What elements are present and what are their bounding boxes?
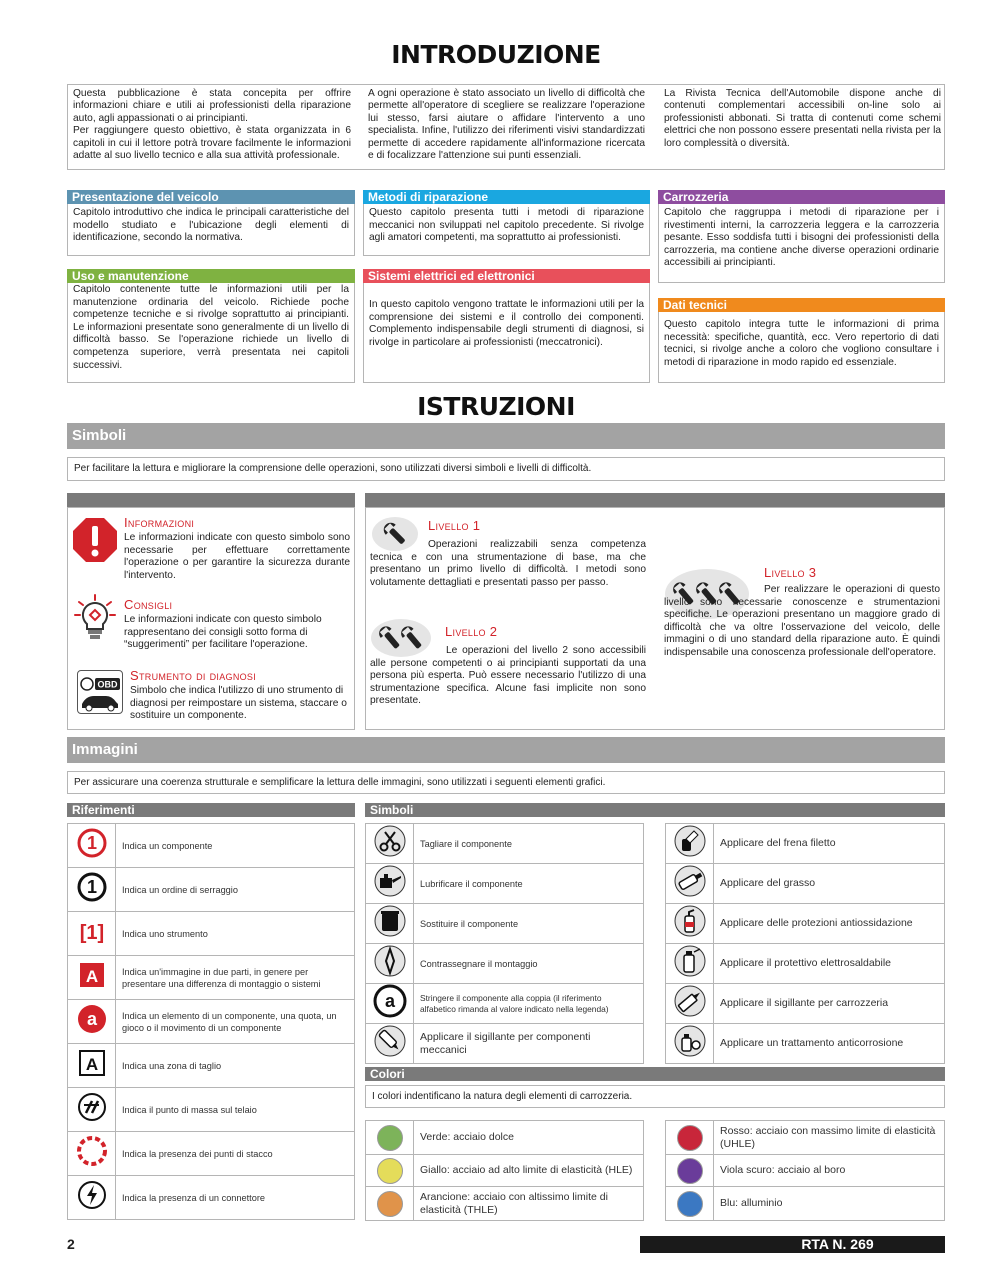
info-text: Le informazioni indicate con questo simbolo sono necessarie per effettuare correttamente l'operazione o per garantire la sicurezza durante l'intervento. [124,532,350,581]
simboli-table-right [665,823,945,1064]
symbol-icon-cell [366,1024,414,1064]
ref-label: Indica la presenza dei punti di stacco [116,1132,355,1176]
ref-icon-cell [68,868,116,912]
table-row [366,984,644,1024]
symbol-icon-cell [666,944,714,984]
symbol-icon-cell [666,904,714,944]
ref-label: Indica un elemento di un componente, una quota, un gioco o il movimento di un componente [116,1000,355,1044]
intro-col-1 [73,88,351,162]
table-row [366,1121,644,1155]
ref-glyph: [1] [79,922,104,944]
table-row [666,1187,945,1221]
category-title-dati: Dati tecnici [658,298,945,312]
livello-1-text: Operazioni realizzabili senza competenza tecnica e con una strumentazione di base, ma che presentano un primo livello di difficoltà. I metodi sono volutamente dettagliati e presentati passo per passo. [370,539,646,588]
table-row [666,1024,945,1064]
category-text-sistemi: In questo capitolo vengono trattate le informazioni utili per la comprensione dei sistemi e il controllo dei componenti. Complemento indispensabile degli strumenti di diagnosi, si rivolge in particolare ai professionisti (meccatronici). [363,283,650,383]
table-row [68,1044,355,1088]
table-row [68,824,355,868]
page-title-introduzione: INTRODUZIONE [391,40,601,69]
torque-glyph: a [384,991,395,1011]
ref-icon-cell [68,1044,116,1088]
livello-3-title: Livello 3 [764,565,817,580]
weld-spray-icon [673,944,707,978]
symbol-label: Sostituire il componente [414,904,644,944]
table-row [666,944,945,984]
colori-intro: I colori indentificano la natura degli elementi di carrozzeria. [365,1085,945,1108]
table-row [666,864,945,904]
ref-glyph: A [85,1055,98,1074]
ref-label: Indica uno strumento [116,912,355,956]
info-title: Informazioni [124,515,195,530]
table-row [366,1187,644,1221]
symbol-icon-cell [366,864,414,904]
table-row [68,1176,355,1220]
table-row [666,824,945,864]
simboli-left-header [67,493,355,507]
color-label: Giallo: acciaio ad alto limite di elasticità (HLE) [414,1155,644,1187]
category-title-sistemi: Sistemi elettrici ed elettronici [363,269,650,283]
category-text-dati: Questo capitolo integra tutte le informazioni di prima necessità: specifiche, quantità, ecc. Vero repertorio di dati tecnici, si rivolge anche a coloro che vogliono consultare i metodi di riparazione in modo rapido ed essenziale. [658,312,945,383]
symbol-label: Contrassegnare il montaggio [414,944,644,984]
symbol-label: Applicare del grasso [714,864,945,904]
table-row [68,1088,355,1132]
table-row [666,984,945,1024]
color-swatch-green [377,1125,403,1151]
color-label: Viola scuro: acciaio al boro [714,1155,945,1187]
table-row [68,1132,355,1176]
anticorrosion-icon [673,1024,707,1058]
category-text-presentazione: Capitolo introduttivo che indica le principali caratteristiche del modello studiato e l'ubicazione degli elementi di identificazione, secondo la normativa. [67,204,355,256]
ref-glyph: 1 [86,833,97,853]
red-square-letter-icon [79,962,105,988]
color-swatch-orange [377,1191,403,1217]
color-swatch-red [677,1125,703,1151]
table-row [366,904,644,944]
table-row [68,1000,355,1044]
ref-label: Indica un componente [116,824,355,868]
symbol-label: Applicare il protettivo elettrosaldabile [714,944,945,984]
color-label: Verde: acciaio dolce [414,1121,644,1155]
symbol-label: Lubrificare il componente [414,864,644,904]
category-title-uso: Uso e manutenzione [67,269,355,283]
obd-label: OBD [97,679,118,690]
symbol-icon-cell [666,824,714,864]
color-cell [666,1155,714,1187]
ground-point-icon [77,1092,107,1122]
category-text-metodi: Questo capitolo presenta tutti i metodi di riparazione meccanici non sviluppati nel capitolo precedente. Si rivolge agli amatori competenti, ma soprattutto ai professionisti. [363,204,650,256]
table-row [68,912,355,956]
symbol-icon-cell [666,984,714,1024]
livello-3-text: Per realizzare le operazioni di questo livello sono necessarie conoscenze e strumentazioni specifiche. Le operazioni presentano un maggiore grado di difficoltà che va oltre l'osservazione del veicolo, delle immagini o di uno standard della riparazione auto. È quindi indispensabile una conoscenza professionale dell'operatore. [664,584,940,658]
color-swatch-blue [677,1191,703,1217]
ref-icon-cell [68,912,116,956]
color-cell [366,1155,414,1187]
section-bar-simboli: Simboli [67,423,945,449]
red-circle-number-icon [77,828,107,858]
livello-2-text: Le operazioni del livello 2 sono accessibili alle persone competenti o ai principianti supportati da una persona più esperta. Può essere necessario l'utilizzo di una strumentazione specifica. Alcune fasi implicite non sono presentate. [370,645,646,707]
category-title-carrozzeria: Carrozzeria [658,190,945,204]
consigli-title: Consigli [124,597,173,612]
symbol-icon-cell [366,824,414,864]
ref-label: Indica un'immagine in due parti, in genere per presentare una differenza di montaggio o sistemi [116,956,355,1000]
symbol-icon-cell [666,864,714,904]
table-row [666,1155,945,1187]
colori-table-right [665,1120,945,1221]
simboli-grafici-header: Simboli [365,803,945,817]
riferimenti-table [67,823,355,1220]
ref-icon-cell [68,1176,116,1220]
torque-icon [373,984,407,1018]
color-cell [366,1187,414,1221]
table-row [366,824,644,864]
lightbulb-tip-icon [73,593,117,641]
threadlock-icon [673,824,707,858]
category-text-uso: Capitolo contenente tutte le informazioni utili per la manutenzione ordinaria del veicolo. Richiede poche competenze tecniche e si rivolge soprattutto ai principianti. Le informazioni presentate sono generalmente di un livello di difficoltà basso. Se l'operazione richiede un livello di competenza superiore, verrà presentata nei capitoli successivi. [67,283,355,383]
issue-badge: RTA N. 269 [640,1236,945,1253]
table-row [666,1121,945,1155]
ref-icon-cell [68,1088,116,1132]
oil-can-icon [373,864,407,898]
symbol-label: Applicare un trattamento anticorrosione [714,1024,945,1064]
ref-glyph: 1 [86,877,97,897]
strumento-text: Simbolo che indica l'utilizzo di uno strumento di diagnosi per reimpostare un sistema, staccare o sostituire un componente. [130,685,347,722]
table-row [666,904,945,944]
symbol-label: Tagliare il componente [414,824,644,864]
black-circle-number-icon [77,872,107,902]
ref-label: Indica un ordine di serraggio [116,868,355,912]
table-row [68,868,355,912]
red-circle-letter-icon [77,1004,107,1034]
page-number: 2 [67,1236,75,1252]
symbol-label: Applicare il sigillante per componenti meccanici [414,1024,644,1064]
color-swatch-dark-violet [677,1158,703,1184]
color-label: Arancione: acciaio con altissimo limite di elasticità (THLE) [414,1187,644,1221]
color-label: Rosso: acciaio con massimo limite di elasticità (UHLE) [714,1121,945,1155]
category-title-presentazione: Presentazione del veicolo [67,190,355,204]
ref-icon-cell [68,1000,116,1044]
table-row [68,956,355,1000]
symbol-label: Applicare del frena filetto [714,824,945,864]
ref-label: Indica la presenza di un connettore [116,1176,355,1220]
strumento-title: Strumento di diagnosi [130,668,257,683]
symbol-icon-cell [366,984,414,1024]
sealant-tube-icon [373,1024,407,1058]
black-square-letter-icon [79,1050,105,1076]
livelli-header [365,493,945,507]
symbol-icon-cell [366,944,414,984]
colori-header: Colori [365,1067,945,1081]
ref-icon-cell [68,824,116,868]
color-swatch-yellow [377,1158,403,1184]
category-text-carrozzeria: Capitolo che raggruppa i metodi di riparazione per i rivestimenti interni, la carrozzeria leggera e la carrozzeria pesante. Esso soddisfa tutti i bisogni dei professionisti della carrozzeria, ma contiene anche diverse operazioni ordinarie accessibili ai principianti. [658,204,945,283]
replace-icon [373,904,407,938]
simboli-table-left [365,823,644,1064]
intro-col-2: A ogni operazione è stato associato un livello di difficoltà che permette all'operatore di scegliere se realizzare l'operazione lui stesso, farsi aiutare o affidare l'intervento a uno specialista. Infine, l'utilizzo dei riferimenti visivi standardizzati permette di accedere rapidamente all'informazione ricercata e di focalizzare l'attenzione sui punti essenziali. [368,88,645,162]
symbol-icon-cell [666,1024,714,1064]
livello-2-title: Livello 2 [445,624,498,639]
section-bar-immagini: Immagini [67,737,945,763]
ref-glyph: A [85,967,98,986]
ref-icon-cell [68,1132,116,1176]
symbol-label: Applicare il sigillante per carrozzeria [714,984,945,1024]
detach-points-icon [76,1135,108,1167]
color-cell [666,1187,714,1221]
table-row [366,864,644,904]
consigli-text: Le informazioni indicate con questo simbolo rappresentano dei consigli sotto forma di “suggerimenti” per facilitare l'operazione. [124,614,322,651]
connector-icon [77,1180,107,1210]
immagini-intro: Per assicurare una coerenza strutturale e semplificare la lettura delle immagini, sono utilizzati i seguenti elementi grafici. [67,771,945,794]
symbol-label: Applicare delle protezioni antiossidazione [714,904,945,944]
color-cell [366,1121,414,1155]
table-row [366,1024,644,1064]
riferimenti-header: Riferimenti [67,803,355,817]
color-label: Blu: alluminio [714,1187,945,1221]
bracket-number-icon [74,916,110,946]
page-title-istruzioni: ISTRUZIONI [417,392,575,421]
obd-diagnosis-icon [77,670,123,714]
livello-1-title: Livello 1 [428,518,481,533]
symbol-icon-cell [366,904,414,944]
ref-label: Indica il punto di massa sul telaio [116,1088,355,1132]
simboli-intro: Per facilitare la lettura e migliorare la comprensione delle operazioni, sono utilizzati diversi simboli e livelli di difficoltà. [67,457,945,481]
symbol-label: Stringere il componente alla coppia (il riferimento alfabetico rimanda al valore indicato nella legenda) [414,984,644,1024]
table-row [366,1155,644,1187]
intro-col-1-p1: Questa pubblicazione è stata concepita per offrire informazioni chiare e utili ai professionisti della riparazione auto, agli appassionati o ai principianti. [73,88,351,124]
anti-oxidation-icon [673,904,707,938]
grease-gun-icon [673,864,707,898]
table-row [366,944,644,984]
ref-icon-cell [68,956,116,1000]
category-title-metodi: Metodi di riparazione [363,190,650,204]
body-sealant-icon [673,984,707,1018]
ref-glyph: a [86,1009,97,1029]
mark-icon [373,944,407,978]
ref-label: Indica una zona di taglio [116,1044,355,1088]
scissors-icon [373,824,407,858]
info-warning-icon [71,516,119,564]
intro-col-3: La Rivista Tecnica dell'Automobile dispone anche di contenuti complementari accessibili on-line solo ai professionisti abbonati. Si tratta di contenuti come schemi elettrici che non possono essere presentati nella rivista per la loro complessità o diversità. [664,88,941,149]
colori-table-left [365,1120,644,1221]
color-cell [666,1121,714,1155]
intro-col-1-p2: Per raggiungere questo obiettivo, è stata organizzata in 6 capitoli in cui il lettore potrà trovare facilmente le informazioni adatte al suo livello tecnico e alla sua attività professionale. [73,125,351,162]
